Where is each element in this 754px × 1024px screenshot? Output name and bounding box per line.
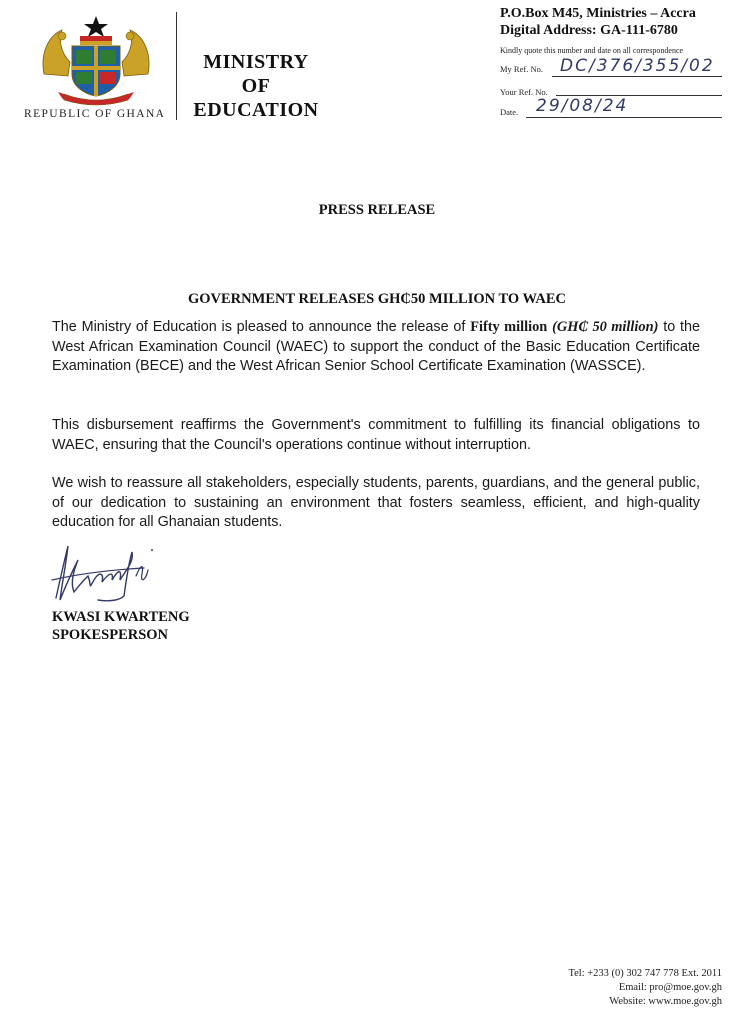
- digital-address: Digital Address: GA-111-6780: [500, 23, 678, 38]
- footer-tel: Tel: +233 (0) 302 747 778 Ext. 2011: [568, 968, 722, 979]
- footer-website: Website: www.moe.gov.gh: [609, 996, 722, 1007]
- quote-note: Kindly quote this number and date on all correspondence: [500, 46, 684, 55]
- my-ref-value: DC/376/355/02: [560, 56, 715, 76]
- republic-label: REPUBLIC OF GHANA: [24, 108, 166, 120]
- signatory-title: SPOKESPERSON: [52, 627, 169, 643]
- paragraph-2: This disbursement reaffirms the Government's commitment to fulfilling its financial obligations to WAEC, ensuring that the Council's operations continue without interruption.: [52, 417, 700, 453]
- date-label: Date.: [500, 107, 519, 117]
- paragraph-1: [52, 318, 700, 377]
- ministry-name: [186, 50, 326, 122]
- coat-of-arms-logo: [38, 14, 154, 106]
- p1-end: to the West African Examination Council (WAEC) to support the conduct of the Basic Education Certificate Examination (BECE) and the West African Senior School Certificate Examination (WASSCE).: [52, 319, 700, 375]
- document-type: PRESS RELEASE: [318, 202, 436, 218]
- my-ref-label: My Ref. No.: [500, 64, 543, 74]
- signatory-name: KWASI KWARTENG: [52, 609, 190, 625]
- p1-amount-figure: (GH₵ 50 million): [552, 319, 659, 335]
- ministry-line-1: MINISTRY: [203, 51, 309, 73]
- your-ref-label: Your Ref. No.: [500, 87, 548, 97]
- po-box: P.O.Box M45, Ministries – Accra: [500, 6, 696, 21]
- ministry-line-2: OF: [241, 75, 271, 97]
- paragraph-3: We wish to reassure all stakeholders, especially students, parents, guardians, and the general public, of our dedication to sustaining an environment that fosters seamless, efficient, and high-quality education for all Ghanaian students.: [52, 475, 700, 531]
- date-value: 29/08/24: [536, 96, 629, 116]
- p1-amount-words: Fifty million: [470, 319, 548, 335]
- my-ref-line: [552, 76, 722, 77]
- handwritten-signature: [48, 540, 164, 608]
- p1-start: The Ministry of Education is pleased to announce the release of: [52, 319, 471, 335]
- footer-email: Email: pro@moe.gov.gh: [618, 982, 722, 993]
- ministry-line-3: EDUCATION: [193, 99, 319, 121]
- press-release-title: GOVERNMENT RELEASES GH₵50 MILLION TO WAEC: [187, 291, 567, 307]
- date-line: [526, 117, 722, 118]
- letterhead-divider: [176, 12, 177, 120]
